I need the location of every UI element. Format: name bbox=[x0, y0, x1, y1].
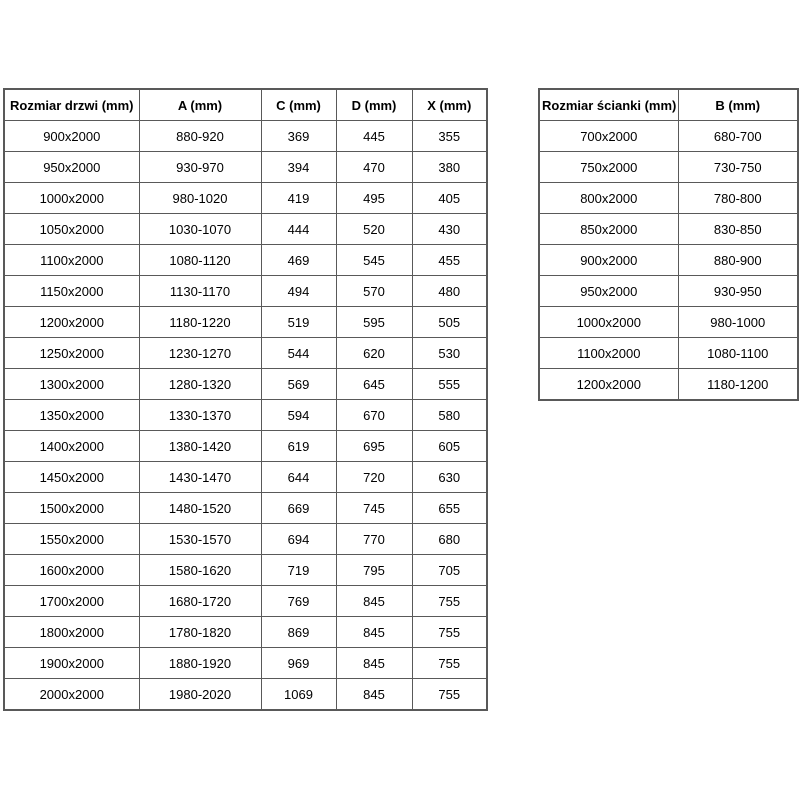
table-cell: 444 bbox=[261, 214, 336, 245]
table-row bbox=[4, 121, 487, 152]
table-cell: 620 bbox=[336, 338, 412, 369]
table-cell: 869 bbox=[261, 617, 336, 648]
table-cell: 969 bbox=[261, 648, 336, 679]
table-cell: 1980-2020 bbox=[139, 679, 261, 711]
table-cell: 705 bbox=[412, 555, 487, 586]
table-row bbox=[539, 307, 798, 338]
table-cell: 700x2000 bbox=[539, 121, 678, 152]
table-row bbox=[4, 183, 487, 214]
table-cell: 430 bbox=[412, 214, 487, 245]
column-header: X (mm) bbox=[412, 89, 487, 121]
table-cell: 750x2000 bbox=[539, 152, 678, 183]
table-cell: 1180-1200 bbox=[678, 369, 798, 401]
table-cell: 595 bbox=[336, 307, 412, 338]
table-cell: 1080-1100 bbox=[678, 338, 798, 369]
table-cell: 555 bbox=[412, 369, 487, 400]
table-cell: 645 bbox=[336, 369, 412, 400]
table-cell: 655 bbox=[412, 493, 487, 524]
table-cell: 1200x2000 bbox=[4, 307, 139, 338]
table-cell: 1080-1120 bbox=[139, 245, 261, 276]
table-cell: 630 bbox=[412, 462, 487, 493]
table-row bbox=[4, 617, 487, 648]
table-row bbox=[4, 152, 487, 183]
column-header: A (mm) bbox=[139, 89, 261, 121]
table-cell: 469 bbox=[261, 245, 336, 276]
table-cell: 1450x2000 bbox=[4, 462, 139, 493]
table-cell: 880-920 bbox=[139, 121, 261, 152]
table-cell: 980-1000 bbox=[678, 307, 798, 338]
table-cell: 755 bbox=[412, 648, 487, 679]
table-cell: 545 bbox=[336, 245, 412, 276]
table-cell: 830-850 bbox=[678, 214, 798, 245]
table-cell: 930-970 bbox=[139, 152, 261, 183]
table-cell: 1900x2000 bbox=[4, 648, 139, 679]
table-row bbox=[4, 648, 487, 679]
table-row bbox=[4, 586, 487, 617]
table-cell: 369 bbox=[261, 121, 336, 152]
table-cell: 1880-1920 bbox=[139, 648, 261, 679]
table-cell: 900x2000 bbox=[4, 121, 139, 152]
table-cell: 1530-1570 bbox=[139, 524, 261, 555]
table-cell: 480 bbox=[412, 276, 487, 307]
table-cell: 520 bbox=[336, 214, 412, 245]
table-cell: 695 bbox=[336, 431, 412, 462]
table-row bbox=[539, 152, 798, 183]
table-row bbox=[539, 214, 798, 245]
table-cell: 1100x2000 bbox=[4, 245, 139, 276]
table-cell: 619 bbox=[261, 431, 336, 462]
table-cell: 380 bbox=[412, 152, 487, 183]
table-cell: 1330-1370 bbox=[139, 400, 261, 431]
table-row bbox=[539, 276, 798, 307]
table-cell: 455 bbox=[412, 245, 487, 276]
table-cell: 694 bbox=[261, 524, 336, 555]
door-size-table bbox=[3, 88, 488, 711]
table-cell: 800x2000 bbox=[539, 183, 678, 214]
table-cell: 1300x2000 bbox=[4, 369, 139, 400]
table-cell: 880-900 bbox=[678, 245, 798, 276]
column-header: B (mm) bbox=[678, 89, 798, 121]
wall-table-header-row bbox=[539, 89, 798, 121]
table-cell: 1200x2000 bbox=[539, 369, 678, 401]
table-row bbox=[539, 369, 798, 401]
table-row bbox=[4, 431, 487, 462]
table-cell: 755 bbox=[412, 617, 487, 648]
table-cell: 445 bbox=[336, 121, 412, 152]
column-header: Rozmiar drzwi (mm) bbox=[4, 89, 139, 121]
table-row bbox=[4, 338, 487, 369]
table-row bbox=[4, 555, 487, 586]
table-cell: 1280-1320 bbox=[139, 369, 261, 400]
table-cell: 1780-1820 bbox=[139, 617, 261, 648]
table-cell: 495 bbox=[336, 183, 412, 214]
table-row bbox=[4, 524, 487, 555]
table-cell: 769 bbox=[261, 586, 336, 617]
column-header: D (mm) bbox=[336, 89, 412, 121]
table-cell: 670 bbox=[336, 400, 412, 431]
table-cell: 1050x2000 bbox=[4, 214, 139, 245]
table-cell: 1130-1170 bbox=[139, 276, 261, 307]
table-cell: 845 bbox=[336, 648, 412, 679]
table-cell: 1700x2000 bbox=[4, 586, 139, 617]
table-row bbox=[539, 338, 798, 369]
table-cell: 580 bbox=[412, 400, 487, 431]
table-row bbox=[4, 245, 487, 276]
table-cell: 930-950 bbox=[678, 276, 798, 307]
table-row bbox=[4, 679, 487, 711]
table-cell: 1069 bbox=[261, 679, 336, 711]
table-cell: 519 bbox=[261, 307, 336, 338]
table-cell: 950x2000 bbox=[4, 152, 139, 183]
table-row bbox=[539, 245, 798, 276]
table-cell: 1430-1470 bbox=[139, 462, 261, 493]
table-cell: 900x2000 bbox=[539, 245, 678, 276]
table-cell: 719 bbox=[261, 555, 336, 586]
table-cell: 730-750 bbox=[678, 152, 798, 183]
table-cell: 1230-1270 bbox=[139, 338, 261, 369]
table-cell: 1030-1070 bbox=[139, 214, 261, 245]
table-cell: 1580-1620 bbox=[139, 555, 261, 586]
table-cell: 755 bbox=[412, 679, 487, 711]
table-row bbox=[4, 493, 487, 524]
table-cell: 355 bbox=[412, 121, 487, 152]
table-cell: 1180-1220 bbox=[139, 307, 261, 338]
table-cell: 605 bbox=[412, 431, 487, 462]
table-cell: 1100x2000 bbox=[539, 338, 678, 369]
table-cell: 845 bbox=[336, 679, 412, 711]
table-cell: 1250x2000 bbox=[4, 338, 139, 369]
table-cell: 1000x2000 bbox=[539, 307, 678, 338]
table-cell: 644 bbox=[261, 462, 336, 493]
table-cell: 405 bbox=[412, 183, 487, 214]
table-cell: 505 bbox=[412, 307, 487, 338]
table-row bbox=[539, 183, 798, 214]
table-row bbox=[4, 276, 487, 307]
column-header: Rozmiar ścianki (mm) bbox=[539, 89, 678, 121]
table-cell: 845 bbox=[336, 586, 412, 617]
table-cell: 669 bbox=[261, 493, 336, 524]
table-cell: 570 bbox=[336, 276, 412, 307]
table-cell: 795 bbox=[336, 555, 412, 586]
table-row bbox=[539, 121, 798, 152]
table-cell: 745 bbox=[336, 493, 412, 524]
table-cell: 780-800 bbox=[678, 183, 798, 214]
table-cell: 1480-1520 bbox=[139, 493, 261, 524]
table-cell: 2000x2000 bbox=[4, 679, 139, 711]
table-row bbox=[4, 214, 487, 245]
table-cell: 394 bbox=[261, 152, 336, 183]
table-cell: 680 bbox=[412, 524, 487, 555]
table-cell: 470 bbox=[336, 152, 412, 183]
table-cell: 755 bbox=[412, 586, 487, 617]
table-cell: 1380-1420 bbox=[139, 431, 261, 462]
table-cell: 680-700 bbox=[678, 121, 798, 152]
table-cell: 594 bbox=[261, 400, 336, 431]
column-header: C (mm) bbox=[261, 89, 336, 121]
table-cell: 1150x2000 bbox=[4, 276, 139, 307]
table-cell: 1500x2000 bbox=[4, 493, 139, 524]
table-cell: 419 bbox=[261, 183, 336, 214]
table-cell: 770 bbox=[336, 524, 412, 555]
wall-size-table bbox=[538, 88, 799, 401]
table-cell: 530 bbox=[412, 338, 487, 369]
table-cell: 1000x2000 bbox=[4, 183, 139, 214]
table-row bbox=[4, 400, 487, 431]
table-cell: 850x2000 bbox=[539, 214, 678, 245]
table-cell: 1350x2000 bbox=[4, 400, 139, 431]
table-row bbox=[4, 462, 487, 493]
table-cell: 544 bbox=[261, 338, 336, 369]
table-cell: 845 bbox=[336, 617, 412, 648]
table-row bbox=[4, 307, 487, 338]
door-table-header-row bbox=[4, 89, 487, 121]
table-cell: 1800x2000 bbox=[4, 617, 139, 648]
table-cell: 1600x2000 bbox=[4, 555, 139, 586]
table-cell: 494 bbox=[261, 276, 336, 307]
table-cell: 1550x2000 bbox=[4, 524, 139, 555]
table-cell: 569 bbox=[261, 369, 336, 400]
table-row bbox=[4, 369, 487, 400]
table-cell: 950x2000 bbox=[539, 276, 678, 307]
table-cell: 720 bbox=[336, 462, 412, 493]
table-cell: 1680-1720 bbox=[139, 586, 261, 617]
table-cell: 980-1020 bbox=[139, 183, 261, 214]
table-cell: 1400x2000 bbox=[4, 431, 139, 462]
